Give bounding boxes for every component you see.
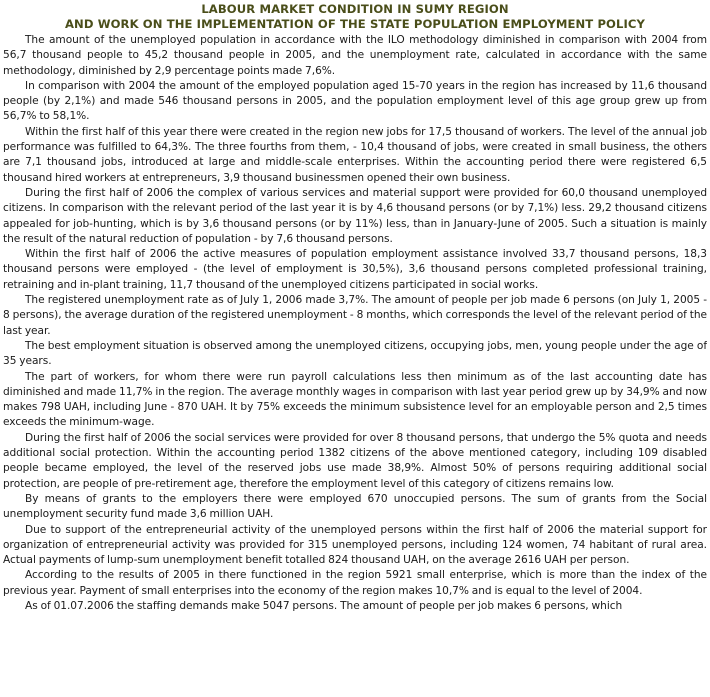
paragraph-active-measures: Within the first half of 2006 the active measures of population employment assistance involved 33,7 thousand persons, 18,3 thousand persons were employed - (the level of employment is 30,5%), 3,6 thousand persons completed professional training, retraining and in-plant training, 11,7 thousand of the unemployed citizens participated in social works. [3, 248, 707, 291]
paragraph-best-situation: The best employment situation is observed among the unemployed citizens, occupying jobs, men, young people under the age of 35 years. [3, 339, 707, 368]
paragraph-new-jobs: Within the first half of this year there were created in the region new jobs for 17,5 thousand of workers. The level of the annual job performance was fulfilled to 64,3%. The three fourths from them, - 10,4 thousand of jobs, were created in small business, the others are 7,1 thousand jobs, introduced at large and middle-scale enterprises. Within the accounting period there were registered 6,5 thousand hired workers at entrepreneurs, 3,9 thousand businessmen opened their own business. [3, 125, 707, 184]
paragraph-grants: By means of grants to the employers there were employed 670 unoccupied persons. The sum of grants from the Social unemployment security fund made 3,6 million UAH. [3, 492, 707, 521]
paragraph-registered-unemployment: The registered unemployment rate as of July 1, 2006 made 3,7%. The amount of people per job made 6 persons (on July 1, 2005 - 8 persons), the average duration of the registered unemployment - 8 months, which corresponds the level of the relevant period of the last year. [3, 294, 707, 337]
document-body [3, 33, 707, 614]
paragraph-employment-ilo: The amount of the unemployed population in accordance with the ILO methodology diminished in comparison with 2004 from 56,7 thousand people to 45,2 thousand people in 2005, and the unemployment rate, calculated in accordance with the same methodology, diminished by 2,9 percentage points made 7,6%. [3, 34, 707, 77]
document-page [3, 2, 707, 697]
paragraph-staffing-demands: As of 01.07.2006 the staffing demands make 5047 persons. The amount of people per job makes 6 persons, which [25, 599, 623, 612]
paragraph-social-services: During the first half of 2006 the social services were provided for over 8 thousand persons, that undergo the 5% quota and needs additional social protection. Within the accounting period 1382 citizens of the above mentioned category, including 109 disabled people became employed, the level of the reserved jobs use made 38,9%. Almost 50% of persons requiring additional social protection, are people of pre-retirement age, therefore the employment level of this category of citizens remains low. [3, 431, 707, 490]
paragraph-employed-population: In comparison with 2004 the amount of the employed population aged 15-70 years in the region has increased by 11,6 thousand people (by 2,1%) and made 546 thousand persons in 2005, and the population employment level of this age group grew up from 56,7% to 58,1%. [3, 79, 707, 123]
title-line-1: LABOUR MARKET CONDITION IN SUMY REGION [201, 2, 509, 16]
paragraph-wages: The part of workers, for whom there were run payroll calculations less then minimum as of the last accounting date has diminished and made 11,7% in the region. The average monthly wages in comparison with last year period grew up by 34,9% and now makes 798 UAH, including June - 870 UAH. It by 75% exceeds the minimum subsistence level for an employable person and 2,5 times exceeds the minimum-wage. [3, 370, 707, 429]
paragraph-entrepreneurial-support: Due to support of the entrepreneurial activity of the unemployed persons within the first half of 2006 the material support for organization of entrepreneurial activity was provided for 315 unemployed persons, including 124 women, 74 habitant of rural area. Actual payments of lump-sum unemployment benefit totalled 824 thousand UAH, on the average 2616 UAH per person. [3, 523, 707, 567]
paragraph-services-support: During the first half of 2006 the complex of various services and material support were provided for 60,0 thousand unemployed citizens. In comparison with the relevant period of the last year it is by 4,6 thousand persons (or by 7,1%) less. 29,2 thousand citizens appealed for job-hunting, which is by 3,6 thousand persons (or by 11%) less, than in January-June of 2005. Such a situation is mainly the result of the natural reduction of population - by 7,6 thousand persons. [3, 186, 707, 245]
paragraph-small-enterprise: According to the results of 2005 in there functioned in the region 5921 small enterprise, which is more than the index of the previous year. Payment of small enterprises into the economy of the region makes 10,7% and is equal to the level of 2004. [3, 569, 707, 597]
document-title [3, 2, 707, 32]
title-line-2: AND WORK ON THE IMPLEMENTATION OF THE STATE POPULATION EMPLOYMENT POLICY [64, 17, 646, 31]
